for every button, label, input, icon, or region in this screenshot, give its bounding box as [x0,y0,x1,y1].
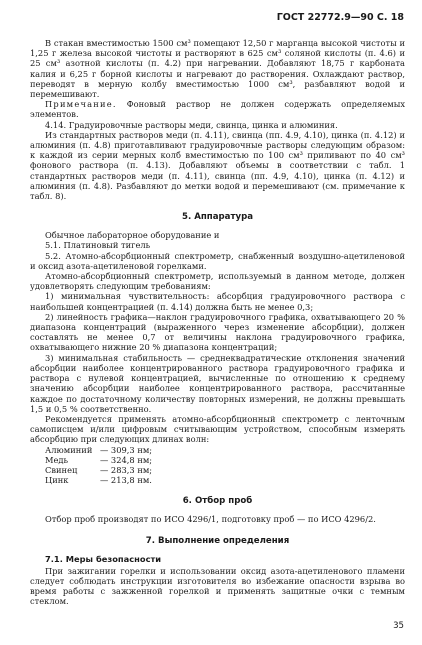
wavelength-table [45,445,152,486]
requirement-sensitivity: 1) минимальная чувствительность: абсорбция градуировочного раствора с наибольшей концентрацией (п. 4.14) должна быть не менее 0,3; [30,291,405,312]
element-name: Свинец [45,464,78,475]
subsection-heading-safety: 7.1. Меры безопасности [45,553,162,564]
paragraph-spectrometer-requirements: Атомно-абсорбционный спектрометр, используемый в данном методе, должен удовлетворять следующим требованиям: [30,271,405,292]
page-content [30,38,405,606]
wavelength-row [45,465,152,475]
page-number: 35 [393,621,404,631]
wavelength-row [45,445,152,455]
note-text: Фоновый раствор не должен содержать определяемых элементов. [30,99,405,120]
section-heading-apparatus: 5. Аппаратура [181,212,254,223]
section-heading-sampling: 6. Отбор проб [182,496,253,507]
note-label: Примечание. [45,99,117,110]
note-paragraph [30,99,405,119]
paragraph-calibration: Из стандартных растворов меди (п. 4.11), свинца (пп. 4.9, 4.10), цинка (п. 4.12) и алюминия (п. 4.8) приготавливают градуировочные растворы следующим образом: к каждой из серии мерных колб вместимостью по 100 см³ приливают по 40 см³ фонового раствора (п. 4.13). Добавляют объемы в соответствии с табл. 1 стандартных растворов меди (п. 4.11), свинца (пп. 4.9, 4.10), цинка (п. 4.12) и алюминия (п. 4.8). Разбавляют до метки водой и перемешивают (см. примечание к табл. 8). [30,129,405,202]
paragraph-background-solution: В стакан вместимостью 1500 см³ помещают 12,50 г марганца высокой чистоты и 1,25 г железа высокой чистоты и растворяют в 625 см³ соляной кислоты (п. 4.6) и 25 см³ азотной кислоты (п. 4.2) при нагревании. Добавляют 18,75 г карбоната калия и 6,25 г борной кислоты и нагревают до растворения. Охлаждают раствор, переводят в мерную колбу вместимостью 1000 см³, разбавляют водой и перемешивают. [30,38,405,100]
paragraph-safety: При зажигании горелки и использовании оксид азота-ацетиленового пламени следует соблюдать инструкции изготовителя во избежание опасности взрыва во время работы с зажженной горелкой и применять защитные очки с темным стеклом. [30,565,405,607]
running-header: ГОСТ 22772.9—90 С. 18 [276,12,404,23]
paragraph-equipment: Обычное лабораторное оборудование и [45,230,220,241]
paragraph-recommendation: Рекомендуется применять атомно-абсорбционный спектрометр с ленточным самописцем и/или цифровым считывающим устройством, способным измерять абсорбцию при следующих длинах волн: [30,413,405,445]
wavelength-value: — 324,8 нм; [100,454,153,465]
element-name: Медь [45,454,69,465]
paragraph-5-1: 5.1. Платиновый тигель [45,240,151,251]
requirement-stability: 3) минимальная стабильность — среднеквадратические отклонения значений абсорбции наиболее концентрированного раствора градуировочного графика и раствора с нулевой концентрацией, вычисленные по отношению к среднему значению абсорбции наиболее концентрированного раствора, рассчитанные каждое по достаточному количеству повторных измерений, не должны превышать 1,5 и 0,5 % соответственно. [30,352,405,414]
element-name: Цинк [45,475,69,486]
wavelength-value: — 309,3 нм; [100,444,153,455]
wavelength-value: — 213,8 нм. [100,475,152,486]
wavelength-row [45,475,152,485]
paragraph-sampling: Отбор проб производят по ИСО 4296/1, подготовку проб — по ИСО 4296/2. [45,514,376,525]
wavelength-row [45,455,152,465]
section-heading-procedure: 7. Выполнение определения [145,535,290,546]
paragraph-5-2: 5.2. Атомно-абсорбционный спектрометр, снабженный воздушно-ацетиленовой и оксид азота-ацетиленовой горелками. [30,250,405,271]
element-name: Алюминий [45,444,93,455]
paragraph-4-14: 4.14. Градуировочные растворы меди, свинца, цинка и алюминия. [45,119,338,130]
requirement-linearity: 2) линейность графика—наклон градуировочного графика, охватывающего 20 % диапазона концентраций (выраженного через изменение абсорбции), должен составлять не менее 0,7 от величины наклона градуировочного графика, охватывающего нижние 20 % диапазона концентраций; [30,311,405,353]
wavelength-value: — 283,3 нм; [100,464,153,475]
